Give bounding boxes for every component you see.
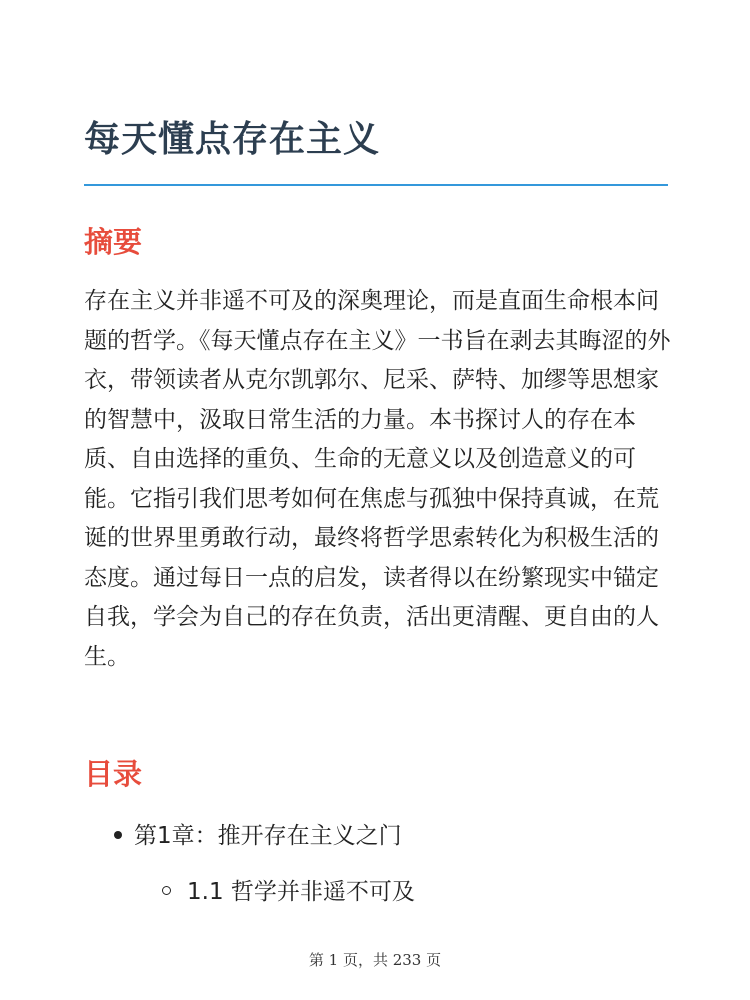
abstract-paragraph: 存在主义并非遥不可及的深奥理论，而是直面生命根本问题的哲学。《每天懂点存在主义》一书旨在剥去其晦涩的外衣，带领读者从克尔凯郭尔、尼采、萨特、加缪等思想家的智慧中，汲取日常生活的力量。本书探讨人的存在本质、自由选择的重负、生命的无意义以及创造意义的可能。它指引我们思考如何在焦虑与孤独中保持真诚，在荒诞的世界里勇敢行动，最终将哲学思索转化为积极生活的态度。通过每日一点的启发，读者得以在纷繁现实中锚定自我，学会为自己的存在负责，活出更清醒、更自由的人生。 [84, 288, 671, 670]
toc-heading: 目录 [84, 757, 143, 791]
bullet-circle-icon [162, 886, 171, 895]
document-title: 每天懂点存在主义 [84, 119, 381, 160]
toc-item-section-1-1[interactable] [162, 874, 415, 910]
toc-item-label: 1.1 哲学并非遥不可及 [187, 879, 415, 905]
abstract-heading: 摘要 [84, 225, 143, 259]
toc-item-chapter-1[interactable] [114, 818, 402, 854]
toc-item-label: 第1章：推开存在主义之门 [134, 823, 402, 849]
bullet-disc-icon [114, 831, 122, 839]
title-divider [84, 184, 668, 186]
page-footer: 第 1 页，共 233 页 [308, 951, 442, 969]
